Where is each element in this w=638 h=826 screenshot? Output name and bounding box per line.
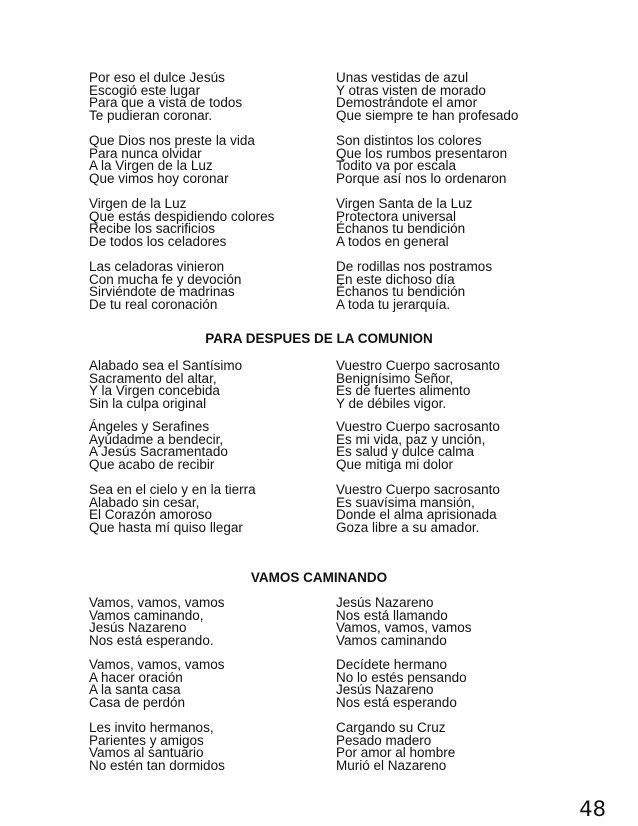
verse-line: Son distintos los colores	[336, 133, 482, 148]
verse-line: Vamos caminando	[336, 632, 447, 648]
stanza	[89, 261, 559, 311]
verse-line: Con mucha fe y devoción	[89, 271, 242, 287]
verse-line: Que acabo de recibir	[89, 456, 215, 472]
verse-line: Jesús Nazareno	[336, 595, 434, 610]
stanza-right-column	[336, 659, 556, 709]
stanza-left-column	[89, 135, 336, 185]
verse-line: De todos los celadores	[89, 233, 227, 249]
verse-line: Pesado madero	[336, 732, 432, 748]
stanza-left-column	[89, 722, 336, 772]
verse-line: A toda tu jerarquía.	[336, 296, 451, 312]
verse-line: Échanos tu bendición	[336, 284, 466, 300]
page-number: 48	[579, 797, 606, 821]
stanza-right-column	[336, 72, 556, 122]
verse-line: Sacramento del altar,	[89, 370, 217, 386]
verse-line: Vamos al santuario	[89, 745, 204, 761]
section-heading: VAMOS CAMINANDO	[250, 570, 388, 585]
verse-line: Sirviéndote de madrinas	[89, 284, 235, 300]
verse-line: A hacer oración	[89, 669, 183, 685]
verse-line: Parientes y amigos	[89, 732, 204, 748]
verse-line: Alabado sea el Santísimo	[89, 358, 243, 373]
verse-line: Que hasta mí quiso llegar	[89, 519, 243, 535]
verse-line: Para que a vista de todos	[89, 95, 243, 111]
verse-line: Nos está llamando	[336, 607, 448, 623]
verse-line: A todos en general	[336, 233, 449, 249]
verse-line: Échanos tu bendición	[336, 221, 466, 237]
verse-line: Jesús Nazareno	[89, 620, 187, 636]
verse-line: Vuestro Cuerpo sacrosanto	[336, 482, 500, 497]
verse-line: Ángeles y Serafines	[89, 419, 210, 434]
verse-line: Por eso el dulce Jesús	[89, 70, 225, 85]
stanza-right-column	[336, 261, 556, 311]
stanza-right-column	[336, 722, 556, 772]
verse-line: Protectora universal	[336, 208, 457, 224]
stanza	[89, 659, 559, 709]
verse-line: Virgen Santa de la Luz	[336, 196, 473, 211]
stanza-right-column	[336, 421, 556, 471]
verse-line: Sea en el cielo y en la tierra	[89, 482, 256, 497]
stanza-left-column	[89, 421, 336, 471]
stanza	[89, 722, 559, 772]
verse-line: Que los rumbos presentaron	[336, 145, 508, 161]
verse-line: Y la Virgen concebida	[89, 383, 220, 399]
verse-line: Es mi vida, paz y unción,	[336, 431, 486, 447]
verse-line: No estén tan dormidos	[89, 757, 225, 773]
verse-line: Por amor al hombre	[336, 745, 456, 761]
verse-line: Goza libre a su amador.	[336, 519, 480, 535]
stanza	[89, 72, 559, 122]
verse-line: Todito va por escala	[336, 158, 457, 174]
stanza-left-column	[89, 72, 336, 122]
verse-line: De rodillas nos postramos	[336, 259, 493, 274]
stanza-right-column	[336, 198, 556, 248]
verse-line: Les invito hermanos,	[89, 720, 214, 735]
verse-line: Vamos, vamos, vamos	[89, 595, 225, 610]
verse-line: Que estás despidiendo colores	[89, 208, 275, 224]
verse-line: Virgen de la Luz	[89, 196, 187, 211]
verse-line: Y otras visten de morado	[336, 82, 486, 98]
verse-line: Alabado sin cesar,	[89, 494, 200, 510]
verse-line: Que siempre te han profesado	[336, 107, 519, 123]
stanza-right-column	[336, 597, 556, 647]
stanza-right-column	[336, 360, 556, 410]
stanza-left-column	[89, 659, 336, 709]
stanza-left-column	[89, 484, 336, 534]
verse-line: Demostrándote el amor	[336, 95, 478, 111]
verse-line: Nos está esperando.	[89, 632, 214, 648]
verse-line: No lo estés pensando	[336, 669, 467, 685]
stanza	[89, 198, 559, 248]
verse-line: Vuestro Cuerpo sacrosanto	[336, 419, 500, 434]
verse-line: Jesús Nazareno	[336, 682, 434, 698]
verse-line: Unas vestidas de azul	[336, 70, 469, 85]
verse-line: Benignísimo Señor,	[336, 370, 454, 386]
verse-line: Cargando su Cruz	[336, 720, 446, 735]
verse-line: A la Virgen de la Luz	[89, 158, 213, 174]
stanza-right-column	[336, 135, 556, 185]
verse-line: Murió el Nazareno	[336, 757, 447, 773]
verse-line: De tu real coronación	[89, 296, 218, 312]
verse-line: Sin la culpa original	[89, 395, 207, 411]
verse-line: A Jesús Sacramentado	[89, 444, 228, 460]
stanza	[89, 135, 559, 185]
verse-line: Vamos caminando,	[89, 607, 204, 623]
verse-line: Es salud y dulce calma	[336, 444, 475, 460]
verse-line: Vuestro Cuerpo sacrosanto	[336, 358, 500, 373]
verse-line: Que mitiga mi dolor	[336, 456, 454, 472]
stanza-left-column	[89, 261, 336, 311]
verse-line: Casa de perdón	[89, 694, 186, 710]
verse-line: Nos está esperando	[336, 694, 457, 710]
stanza	[89, 597, 559, 647]
verse-line: Te pudieran coronar.	[89, 107, 213, 123]
section-heading: PARA DESPUES DE LA COMUNION	[205, 331, 433, 346]
verse-line: Vamos, vamos, vamos	[89, 657, 225, 672]
stanza-left-column	[89, 198, 336, 248]
stanza	[89, 484, 559, 534]
verse-line: El Corazón amoroso	[89, 507, 213, 523]
stanza	[89, 421, 559, 471]
verse-line: Recibe los sacrificios	[89, 221, 216, 237]
verse-line: Escogió este lugar	[89, 82, 201, 98]
stanza	[89, 360, 559, 410]
verse-line: Que Dios nos preste la vida	[89, 133, 255, 148]
verse-line: Es de fuertes alimento	[336, 383, 471, 399]
verse-line: Decídete hermano	[336, 657, 448, 672]
stanza-right-column	[336, 484, 556, 534]
verse-line: Para nunca olvidar	[89, 145, 202, 161]
verse-line: Vamos, vamos, vamos	[336, 620, 472, 636]
verse-line: En este dichoso día	[336, 271, 455, 287]
verse-line: Que vimos hoy coronar	[89, 170, 229, 186]
verse-line: Donde el alma aprisionada	[336, 507, 497, 523]
verse-line: Y de débiles vigor.	[336, 395, 447, 411]
verse-line: Las celadoras vinieron	[89, 259, 225, 274]
verse-line: Es suavísima mansión,	[336, 494, 475, 510]
verse-line: Ayúdadme a bendecir,	[89, 431, 224, 447]
verse-line: Porque así nos lo ordenaron	[336, 170, 507, 186]
stanza-left-column	[89, 597, 336, 647]
stanza-left-column	[89, 360, 336, 410]
verse-line: A la santa casa	[89, 682, 181, 698]
